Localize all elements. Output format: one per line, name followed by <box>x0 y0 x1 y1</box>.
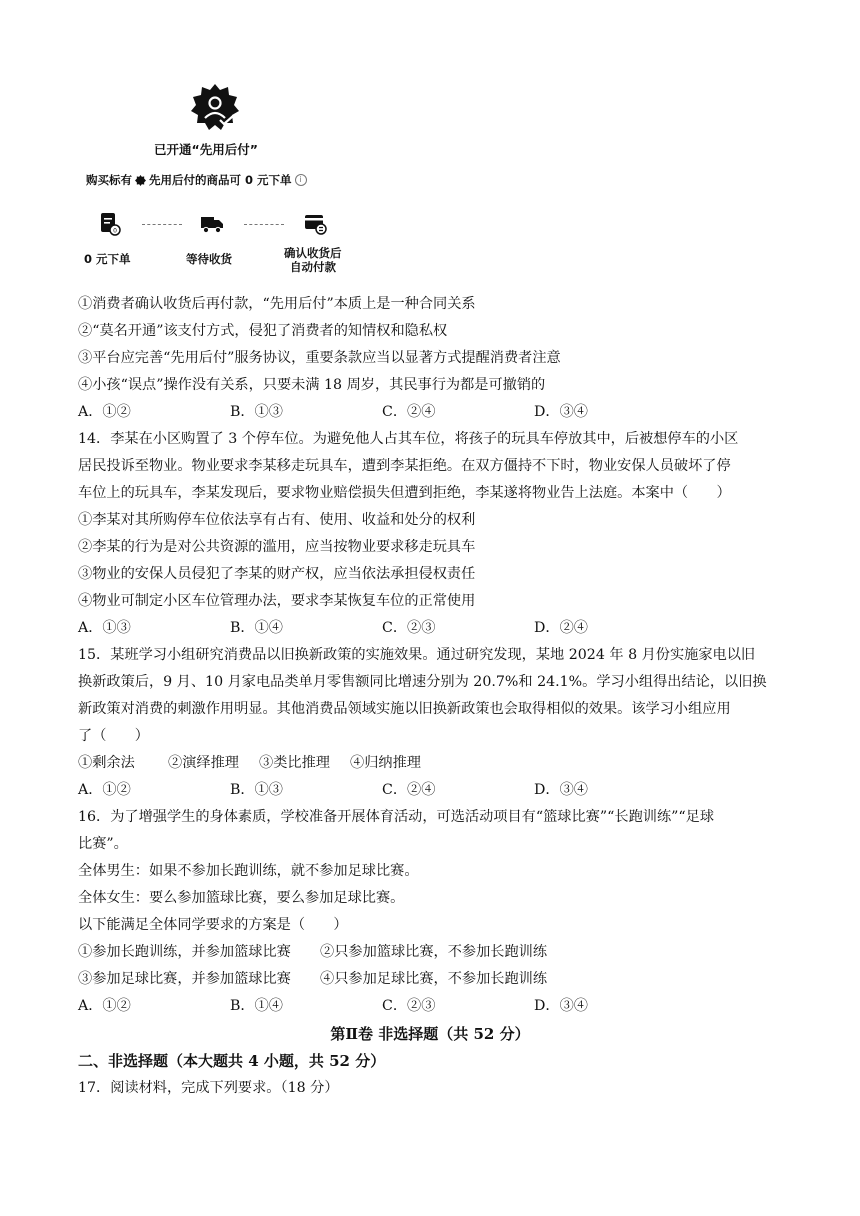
q16-statement: ②只参加篮球比赛，不参加长跑训练 <box>320 944 548 960</box>
q13-option-d: D．③④ <box>534 404 588 420</box>
q14-stem: 车位上的玩具车，李某发现后，要求物业赔偿损失但遭到拒绝，李某遂将物业告上法庭。本案中（ ） <box>78 485 731 501</box>
q15-statement: ②演绎推理 <box>168 755 239 771</box>
step-label-confirm: 确认收货后 <box>284 246 342 260</box>
q14-statement: ④物业可制定小区车位管理办法，要求李某恢复车位的正常使用 <box>78 593 476 609</box>
order-document-icon <box>98 212 122 236</box>
q16-option-d: D．③④ <box>534 998 588 1014</box>
q15-statement: ④归纳推理 <box>350 755 421 771</box>
q16-statement: ①参加长跑训练，并参加篮球比赛 <box>78 944 291 960</box>
q13-statement: ②“莫名开通”该支付方式，侵犯了消费者的知情权和隐私权 <box>78 323 448 339</box>
figure-title: 已开通“先用后付” <box>154 142 258 157</box>
q14-statement: ③物业的安保人员侵犯了李某的财产权，应当依法承担侵权责任 <box>78 566 476 582</box>
delivery-truck-icon <box>200 212 224 236</box>
q16-stem: 全体女生：要么参加篮球比赛，要么参加足球比赛。 <box>78 890 405 906</box>
q13-statement: ①消费者确认收货后再付款，“先用后付”本质上是一种合同关系 <box>78 296 476 312</box>
q17-stem: 17．阅读材料，完成下列要求。（18 分） <box>78 1080 339 1096</box>
svg-text:0: 0 <box>113 227 117 235</box>
q14-statement: ①李某对其所购停车位依法享有占有、使用、收益和处分的权利 <box>78 512 476 528</box>
figure-note <box>86 172 307 188</box>
q14-option-b: B．①④ <box>230 620 283 636</box>
verified-user-badge-icon <box>190 82 240 132</box>
q13-statement: ④小孩“误点”操作没有关系，只要未满 18 周岁，其民事行为都是可撤销的 <box>78 377 546 393</box>
q14-statement: ②李某的行为是对公共资源的滥用，应当按物业要求移走玩具车 <box>78 539 476 555</box>
q15-option-d: D．③④ <box>534 782 588 798</box>
step-label-autopay: 自动付款 <box>290 260 336 274</box>
q16-stem: 比赛”。 <box>78 836 128 852</box>
q16-statement: ④只参加足球比赛，不参加长跑训练 <box>320 971 548 987</box>
q16-statement: ③参加足球比赛，并参加篮球比赛 <box>78 971 291 987</box>
q15-stem: 15．某班学习小组研究消费品以旧换新政策的实施效果。通过研究发现，某地 2024 年 8 月份实施家电以旧 <box>78 647 756 663</box>
q15-statement: ③类比推理 <box>259 755 330 771</box>
q14-option-a: A．①③ <box>78 620 131 636</box>
q15-option-a: A．①② <box>78 782 131 798</box>
volume-title: 第Ⅱ卷 非选择题（共 52 分） <box>330 1025 530 1043</box>
step-connector <box>142 224 182 225</box>
q16-stem: 16．为了增强学生的身体素质，学校准备开展体育活动，可选活动项目有“篮球比赛”“长跑训练”“足球 <box>78 809 715 825</box>
pay-later-figure <box>78 78 358 283</box>
q16-option-a: A．①② <box>78 998 131 1014</box>
part-title: 二、非选择题（本大题共 4 小题，共 52 分） <box>78 1052 386 1070</box>
q13-option-b: B．①③ <box>230 404 283 420</box>
payment-card-icon <box>304 212 328 236</box>
step-connector <box>244 224 284 225</box>
q16-stem: 全体男生：如果不参加长跑训练，就不参加足球比赛。 <box>78 863 419 879</box>
q15-statement: ①剩余法 <box>78 755 135 771</box>
step-label-wait: 等待收货 <box>186 252 232 266</box>
q14-option-d: D．②④ <box>534 620 588 636</box>
pay-later-mark-icon <box>135 175 146 186</box>
q15-stem: 新政策对消费的刺激作用明显。其他消费品领域实施以旧换新政策也会取得相似的效果。该学习小组应用 <box>78 701 731 717</box>
q16-stem: 以下能满足全体同学要求的方案是（ ） <box>78 917 348 933</box>
q13-option-c: C．②④ <box>382 404 436 420</box>
q13-option-a: A．①② <box>78 404 131 420</box>
q15-stem: 了（ ） <box>78 728 149 744</box>
q14-option-c: C．②③ <box>382 620 436 636</box>
q15-option-b: B．①③ <box>230 782 283 798</box>
q14-stem: 14．李某在小区购置了 3 个停车位。为避免他人占其车位，将孩子的玩具车停放其中，后被想停车的小区 <box>78 431 739 447</box>
q14-stem: 居民投诉至物业。物业要求李某移走玩具车，遭到李某拒绝。在双方僵持不下时，物业安保人员破坏了停 <box>78 458 731 474</box>
q16-option-c: C．②③ <box>382 998 436 1014</box>
q16-option-b: B．①④ <box>230 998 283 1014</box>
step-label-order: 0 元下单 <box>84 252 131 266</box>
info-icon: i <box>295 174 307 186</box>
figure-note-prefix: 购买标有 <box>86 173 132 187</box>
q15-option-c: C．②④ <box>382 782 436 798</box>
q15-stem: 换新政策后，9 月、10 月家电品类单月零售额同比增速分别为 20.7%和 24.1%。学习小组得出结论，以旧换 <box>78 674 767 690</box>
q13-statement: ③平台应完善“先用后付”服务协议，重要条款应当以显著方式提醒消费者注意 <box>78 350 561 366</box>
figure-note-suffix: 先用后付的商品可 0 元下单 <box>149 173 292 187</box>
